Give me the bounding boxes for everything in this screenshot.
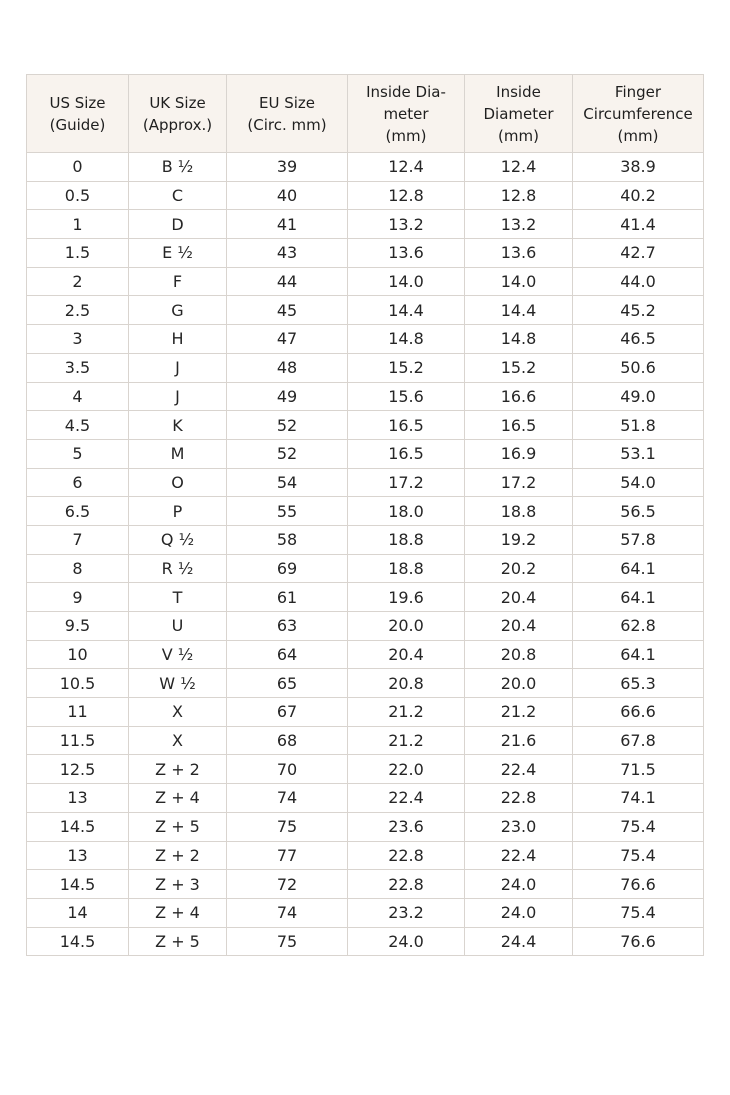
us-size-cell: 7 [27,525,129,554]
eu-size-cell: 40 [227,181,348,210]
column-header-line: (mm) [385,126,427,145]
eu-size-cell: 70 [227,755,348,784]
finger-circumference-cell: 40.2 [573,181,704,210]
header-inside-diameter-2 [465,75,573,153]
finger-circumference-cell: 76.6 [573,927,704,956]
uk-size-cell: T [129,583,227,612]
inside-diameter-cell: 22.4 [465,755,573,784]
eu-size-cell: 55 [227,497,348,526]
eu-size-cell: 58 [227,525,348,554]
inside-diameter-cell: 24.0 [348,927,465,956]
uk-size-cell: V ½ [129,640,227,669]
uk-size-cell: Z + 2 [129,841,227,870]
finger-circumference-cell: 66.6 [573,698,704,727]
eu-size-cell: 43 [227,239,348,268]
inside-diameter-cell: 15.2 [465,353,573,382]
us-size-cell: 11.5 [27,726,129,755]
inside-diameter-cell: 12.4 [348,153,465,182]
inside-diameter-cell: 24.0 [465,898,573,927]
table-row [27,239,704,268]
ring-size-table [26,74,704,956]
inside-diameter-cell: 13.6 [465,239,573,268]
inside-diameter-cell: 20.2 [465,554,573,583]
inside-diameter-cell: 13.2 [348,210,465,239]
table-row [27,927,704,956]
finger-circumference-cell: 64.1 [573,583,704,612]
uk-size-cell: E ½ [129,239,227,268]
column-header-line: (Approx.) [142,115,213,134]
inside-diameter-cell: 20.4 [348,640,465,669]
eu-size-cell: 52 [227,439,348,468]
finger-circumference-cell: 41.4 [573,210,704,239]
uk-size-cell: J [129,382,227,411]
table-row [27,296,704,325]
table-row [27,554,704,583]
column-header-line: (mm) [498,126,539,145]
inside-diameter-cell: 24.0 [465,870,573,899]
finger-circumference-cell: 45.2 [573,296,704,325]
inside-diameter-cell: 21.2 [465,698,573,727]
uk-size-cell: P [129,497,227,526]
eu-size-cell: 72 [227,870,348,899]
us-size-cell: 6 [27,468,129,497]
inside-diameter-cell: 17.2 [465,468,573,497]
table-row [27,497,704,526]
finger-circumference-cell: 64.1 [573,640,704,669]
header-inside-diameter-1 [348,75,465,153]
table-row [27,382,704,411]
us-size-cell: 0 [27,153,129,182]
inside-diameter-cell: 14.0 [348,267,465,296]
inside-diameter-cell: 13.2 [465,210,573,239]
uk-size-cell: Z + 4 [129,898,227,927]
eu-size-cell: 68 [227,726,348,755]
inside-diameter-cell: 18.8 [465,497,573,526]
finger-circumference-cell: 38.9 [573,153,704,182]
eu-size-cell: 54 [227,468,348,497]
header-uk-size [129,75,227,153]
inside-diameter-cell: 16.6 [465,382,573,411]
us-size-cell: 9.5 [27,612,129,641]
inside-diameter-cell: 14.8 [348,325,465,354]
uk-size-cell: Z + 5 [129,927,227,956]
us-size-cell: 13 [27,841,129,870]
finger-circumference-cell: 49.0 [573,382,704,411]
uk-size-cell: R ½ [129,554,227,583]
inside-diameter-cell: 15.6 [348,382,465,411]
uk-size-cell: C [129,181,227,210]
inside-diameter-cell: 20.8 [348,669,465,698]
inside-diameter-cell: 23.2 [348,898,465,927]
finger-circumference-cell: 67.8 [573,726,704,755]
uk-size-cell: X [129,698,227,727]
table-row [27,525,704,554]
uk-size-cell: M [129,439,227,468]
inside-diameter-cell: 23.6 [348,812,465,841]
us-size-cell: 10 [27,640,129,669]
inside-diameter-cell: 14.4 [465,296,573,325]
table-header-row [27,75,704,153]
table-row [27,181,704,210]
inside-diameter-cell: 18.8 [348,525,465,554]
eu-size-cell: 63 [227,612,348,641]
inside-diameter-cell: 20.4 [465,583,573,612]
uk-size-cell: Z + 3 [129,870,227,899]
column-header-line: (mm) [617,126,659,145]
table-row [27,353,704,382]
inside-diameter-cell: 22.0 [348,755,465,784]
uk-size-cell: Z + 5 [129,812,227,841]
eu-size-cell: 75 [227,927,348,956]
finger-circumference-cell: 75.4 [573,812,704,841]
inside-diameter-cell: 14.4 [348,296,465,325]
uk-size-cell: Z + 4 [129,784,227,813]
inside-diameter-cell: 20.0 [348,612,465,641]
inside-diameter-cell: 12.4 [465,153,573,182]
us-size-cell: 12.5 [27,755,129,784]
eu-size-cell: 44 [227,267,348,296]
inside-diameter-cell: 19.6 [348,583,465,612]
us-size-cell: 2.5 [27,296,129,325]
finger-circumference-cell: 46.5 [573,325,704,354]
eu-size-cell: 67 [227,698,348,727]
inside-diameter-cell: 14.8 [465,325,573,354]
uk-size-cell: J [129,353,227,382]
us-size-cell: 8 [27,554,129,583]
inside-diameter-cell: 20.4 [465,612,573,641]
table-row [27,669,704,698]
us-size-cell: 4.5 [27,411,129,440]
finger-circumference-cell: 62.8 [573,612,704,641]
eu-size-cell: 61 [227,583,348,612]
us-size-cell: 14 [27,898,129,927]
inside-diameter-cell: 16.5 [348,411,465,440]
finger-circumference-cell: 56.5 [573,497,704,526]
uk-size-cell: B ½ [129,153,227,182]
finger-circumference-cell: 51.8 [573,411,704,440]
finger-circumference-cell: 75.4 [573,841,704,870]
column-header-line: (Guide) [49,115,106,134]
finger-circumference-cell: 42.7 [573,239,704,268]
inside-diameter-cell: 21.2 [348,698,465,727]
inside-diameter-cell: 18.8 [348,554,465,583]
us-size-cell: 11 [27,698,129,727]
table-row [27,210,704,239]
finger-circumference-cell: 65.3 [573,669,704,698]
eu-size-cell: 49 [227,382,348,411]
us-size-cell: 4 [27,382,129,411]
eu-size-cell: 48 [227,353,348,382]
table-row [27,841,704,870]
column-header-line: UK Size [149,93,206,112]
uk-size-cell: Z + 2 [129,755,227,784]
header-eu-size [227,75,348,153]
table-row [27,468,704,497]
header-finger-circumference [573,75,704,153]
eu-size-cell: 52 [227,411,348,440]
eu-size-cell: 64 [227,640,348,669]
inside-diameter-cell: 17.2 [348,468,465,497]
uk-size-cell: X [129,726,227,755]
inside-diameter-cell: 22.4 [465,841,573,870]
us-size-cell: 0.5 [27,181,129,210]
uk-size-cell: O [129,468,227,497]
column-header-line: Circumference [583,104,693,123]
inside-diameter-cell: 22.8 [348,841,465,870]
eu-size-cell: 39 [227,153,348,182]
inside-diameter-cell: 20.0 [465,669,573,698]
column-header-line: EU Size [258,93,315,112]
uk-size-cell: U [129,612,227,641]
table-row [27,583,704,612]
uk-size-cell: W ½ [129,669,227,698]
finger-circumference-cell: 53.1 [573,439,704,468]
eu-size-cell: 74 [227,898,348,927]
us-size-cell: 13 [27,784,129,813]
inside-diameter-cell: 23.0 [465,812,573,841]
us-size-cell: 1 [27,210,129,239]
us-size-cell: 14.5 [27,870,129,899]
finger-circumference-cell: 54.0 [573,468,704,497]
table-row [27,898,704,927]
table-row [27,698,704,727]
inside-diameter-cell: 12.8 [348,181,465,210]
table-row [27,755,704,784]
table-row [27,726,704,755]
eu-size-cell: 45 [227,296,348,325]
table-row [27,812,704,841]
inside-diameter-cell: 13.6 [348,239,465,268]
eu-size-cell: 65 [227,669,348,698]
uk-size-cell: H [129,325,227,354]
column-header-line: (Circ. mm) [247,115,327,134]
column-header-line: Finger [614,82,662,101]
us-size-cell: 1.5 [27,239,129,268]
uk-size-cell: G [129,296,227,325]
us-size-cell: 3 [27,325,129,354]
us-size-cell: 9 [27,583,129,612]
table-row [27,267,704,296]
finger-circumference-cell: 76.6 [573,870,704,899]
table-row [27,870,704,899]
us-size-cell: 6.5 [27,497,129,526]
eu-size-cell: 74 [227,784,348,813]
uk-size-cell: K [129,411,227,440]
inside-diameter-cell: 12.8 [465,181,573,210]
inside-diameter-cell: 20.8 [465,640,573,669]
column-header-line: US Size [49,93,106,112]
table-row [27,640,704,669]
eu-size-cell: 75 [227,812,348,841]
table-row [27,784,704,813]
inside-diameter-cell: 16.5 [465,411,573,440]
table-row [27,153,704,182]
column-header-line: meter [383,104,429,123]
header-us-size [27,75,129,153]
table-row [27,411,704,440]
inside-diameter-cell: 22.8 [348,870,465,899]
table-row [27,325,704,354]
finger-circumference-cell: 57.8 [573,525,704,554]
column-header-line: Inside Dia- [366,82,446,101]
inside-diameter-cell: 24.4 [465,927,573,956]
inside-diameter-cell: 18.0 [348,497,465,526]
eu-size-cell: 69 [227,554,348,583]
table-row [27,439,704,468]
column-header-line: Inside [496,82,541,101]
eu-size-cell: 41 [227,210,348,239]
uk-size-cell: F [129,267,227,296]
inside-diameter-cell: 16.9 [465,439,573,468]
finger-circumference-cell: 44.0 [573,267,704,296]
inside-diameter-cell: 22.8 [465,784,573,813]
inside-diameter-cell: 15.2 [348,353,465,382]
us-size-cell: 14.5 [27,927,129,956]
us-size-cell: 10.5 [27,669,129,698]
us-size-cell: 3.5 [27,353,129,382]
eu-size-cell: 77 [227,841,348,870]
uk-size-cell: Q ½ [129,525,227,554]
us-size-cell: 5 [27,439,129,468]
eu-size-cell: 47 [227,325,348,354]
finger-circumference-cell: 71.5 [573,755,704,784]
inside-diameter-cell: 16.5 [348,439,465,468]
inside-diameter-cell: 19.2 [465,525,573,554]
finger-circumference-cell: 64.1 [573,554,704,583]
inside-diameter-cell: 21.2 [348,726,465,755]
table-row [27,612,704,641]
finger-circumference-cell: 74.1 [573,784,704,813]
us-size-cell: 14.5 [27,812,129,841]
inside-diameter-cell: 14.0 [465,267,573,296]
finger-circumference-cell: 50.6 [573,353,704,382]
finger-circumference-cell: 75.4 [573,898,704,927]
inside-diameter-cell: 21.6 [465,726,573,755]
table-body [27,153,704,956]
us-size-cell: 2 [27,267,129,296]
uk-size-cell: D [129,210,227,239]
column-header-line: Diameter [483,104,554,123]
inside-diameter-cell: 22.4 [348,784,465,813]
